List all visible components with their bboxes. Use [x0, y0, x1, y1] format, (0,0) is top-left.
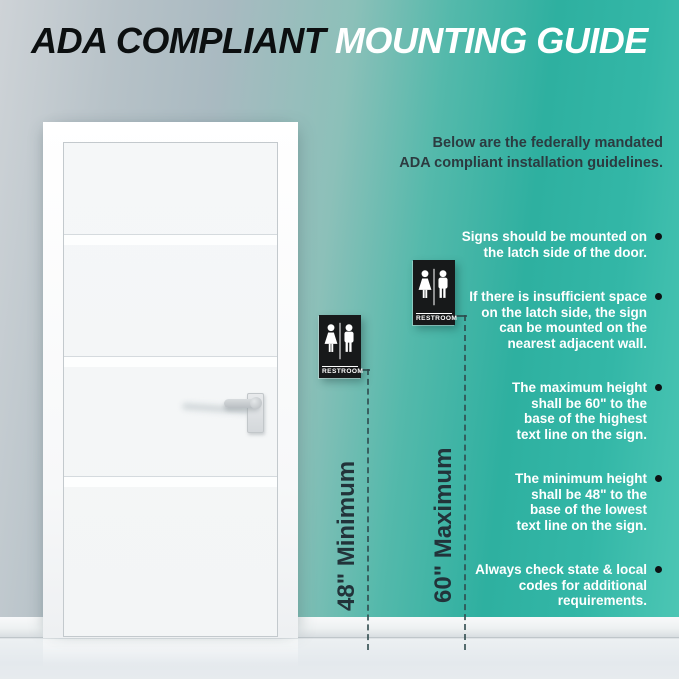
door-groove	[64, 235, 277, 245]
guideline-item	[469, 289, 662, 351]
guideline-item	[512, 380, 662, 442]
title-ada-compliant: ADA COMPLIANT	[31, 20, 326, 61]
guideline-text: If there is insufficient space on the latch side, the sign can be mounted on the nearest adjacent wall.	[469, 289, 647, 351]
sign48-connector-vertical	[367, 369, 369, 650]
restroom-sign-label: RESTROOM	[416, 315, 458, 322]
floor-reflection	[43, 639, 298, 667]
guideline-item	[475, 562, 662, 609]
restroom-sign-label: RESTROOM	[322, 368, 364, 375]
bullet-dot	[655, 233, 662, 240]
guideline-text: Signs should be mounted on the latch side of the door.	[461, 229, 647, 260]
guideline-text: The minimum height shall be 48" to the base of the lowest text line on the sign.	[514, 471, 647, 533]
subtitle-line: ADA compliant installation guidelines.	[399, 155, 663, 171]
door-handle-pivot	[250, 397, 262, 409]
door-frame	[43, 122, 298, 638]
guidelines-list	[462, 229, 662, 609]
door	[63, 142, 278, 637]
guideline-item	[515, 471, 662, 533]
door-groove	[64, 477, 277, 487]
page-title	[0, 20, 679, 62]
man-woman-restroom-icon	[416, 263, 452, 312]
bullet-dot	[655, 293, 662, 300]
title-mounting-guide: MOUNTING GUIDE	[334, 20, 648, 61]
door-groove	[64, 357, 277, 367]
guideline-text: Always check state & local codes for additional requirements.	[475, 562, 647, 608]
bullet-dot	[655, 566, 662, 573]
subtitle	[399, 133, 663, 173]
guideline-text: The maximum height shall be 60" to the base of the highest text line on the sign.	[511, 380, 647, 442]
restroom-sign-48	[319, 315, 364, 378]
restroom-sign-60	[413, 260, 458, 325]
label-60-maximum: 60" Maximum	[430, 447, 457, 603]
man-woman-restroom-icon	[322, 318, 358, 365]
guideline-item	[462, 229, 662, 260]
subtitle-line: Below are the federally mandated	[432, 135, 663, 151]
bullet-dot	[655, 384, 662, 391]
label-48-minimum: 48" Minimum	[333, 460, 360, 611]
bullet-dot	[655, 475, 662, 482]
